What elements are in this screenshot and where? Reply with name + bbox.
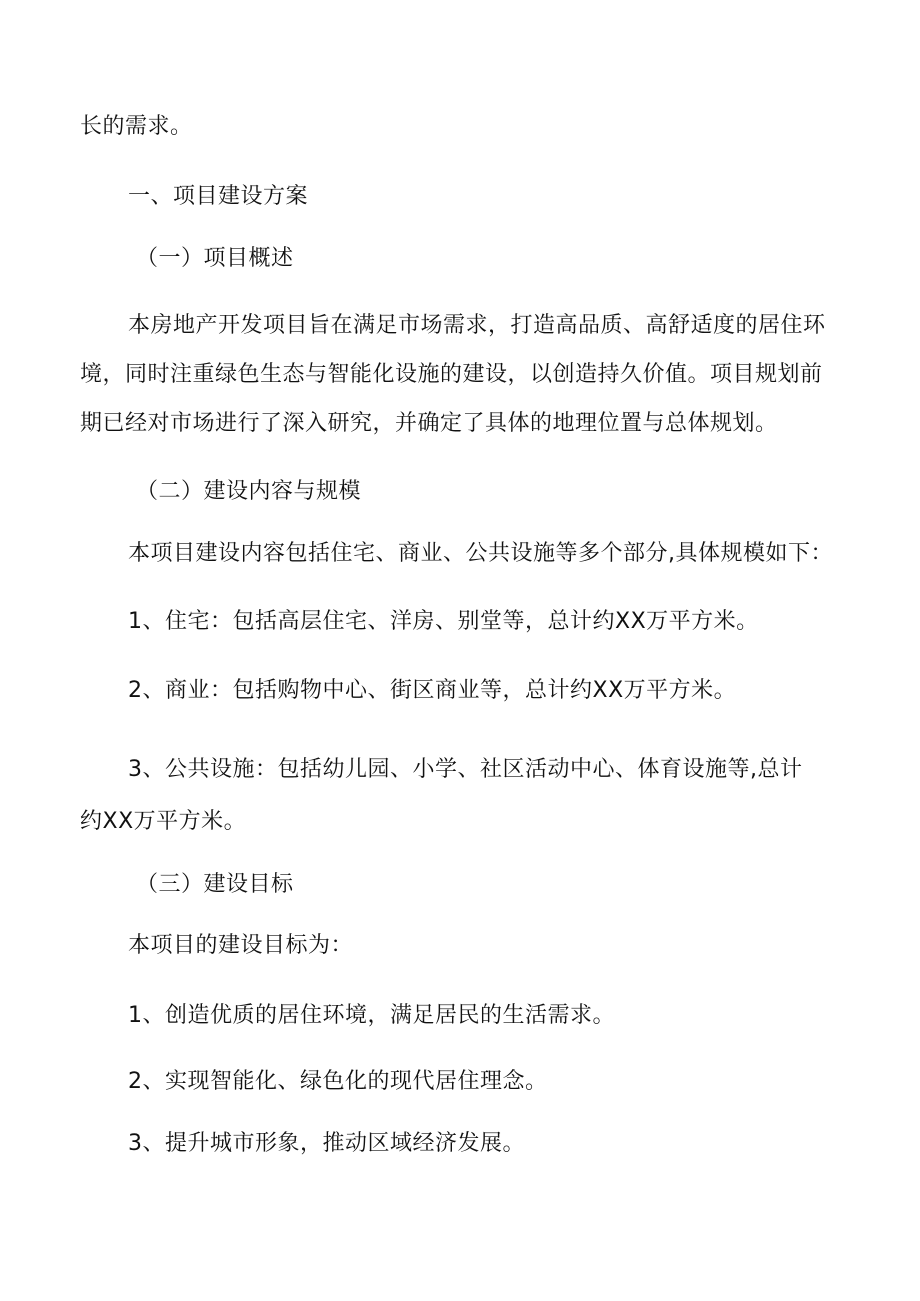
subsection-heading-overview: （一）项目概述 <box>136 246 294 271</box>
list-item-public-facilities-line-2: 约XX万平方米。 <box>80 809 247 834</box>
overview-paragraph-line-1: 本房地产开发项目旨在满足市场需求，打造高品质、高舒适度的居住环 <box>128 313 826 338</box>
paragraph-continuation: 长的需求。 <box>80 114 193 139</box>
overview-paragraph-line-3: 期已经对市场进行了深入研究，并确定了具体的地理位置与总体规划。 <box>80 411 778 436</box>
subsection-heading-goals: （三）建设目标 <box>136 872 294 897</box>
list-item-commercial: 2、商业：包括购物中心、街区商业等，总计约XX万平方米。 <box>128 678 737 703</box>
section-heading: 一、项目建设方案 <box>128 184 309 209</box>
goal-item-2: 2、实现智能化、绿色化的现代居住理念。 <box>128 1069 548 1094</box>
list-item-residential: 1、住宅：包括高层住宅、洋房、别堂等，总计约XX万平方米。 <box>128 609 759 634</box>
goal-item-3: 3、提升城市形象，推动区域经济发展。 <box>128 1131 525 1156</box>
goals-intro: 本项目的建设目标为： <box>128 933 354 958</box>
subsection-heading-content: （二）建设内容与规模 <box>136 479 362 504</box>
overview-paragraph-line-2: 境，同时注重绿色生态与智能化设施的建设，以创造持久价值。项目规划前 <box>80 362 823 387</box>
list-item-public-facilities-line-1: 3、公共设施：包括幼儿园、小学、社区活动中心、体育设施等,总计 <box>128 757 803 782</box>
content-intro: 本项目建设内容包括住宅、商业、公共设施等多个部分,具体规模如下： <box>128 541 833 566</box>
goal-item-1: 1、创造优质的居住环境，满足居民的生活需求。 <box>128 1003 615 1028</box>
